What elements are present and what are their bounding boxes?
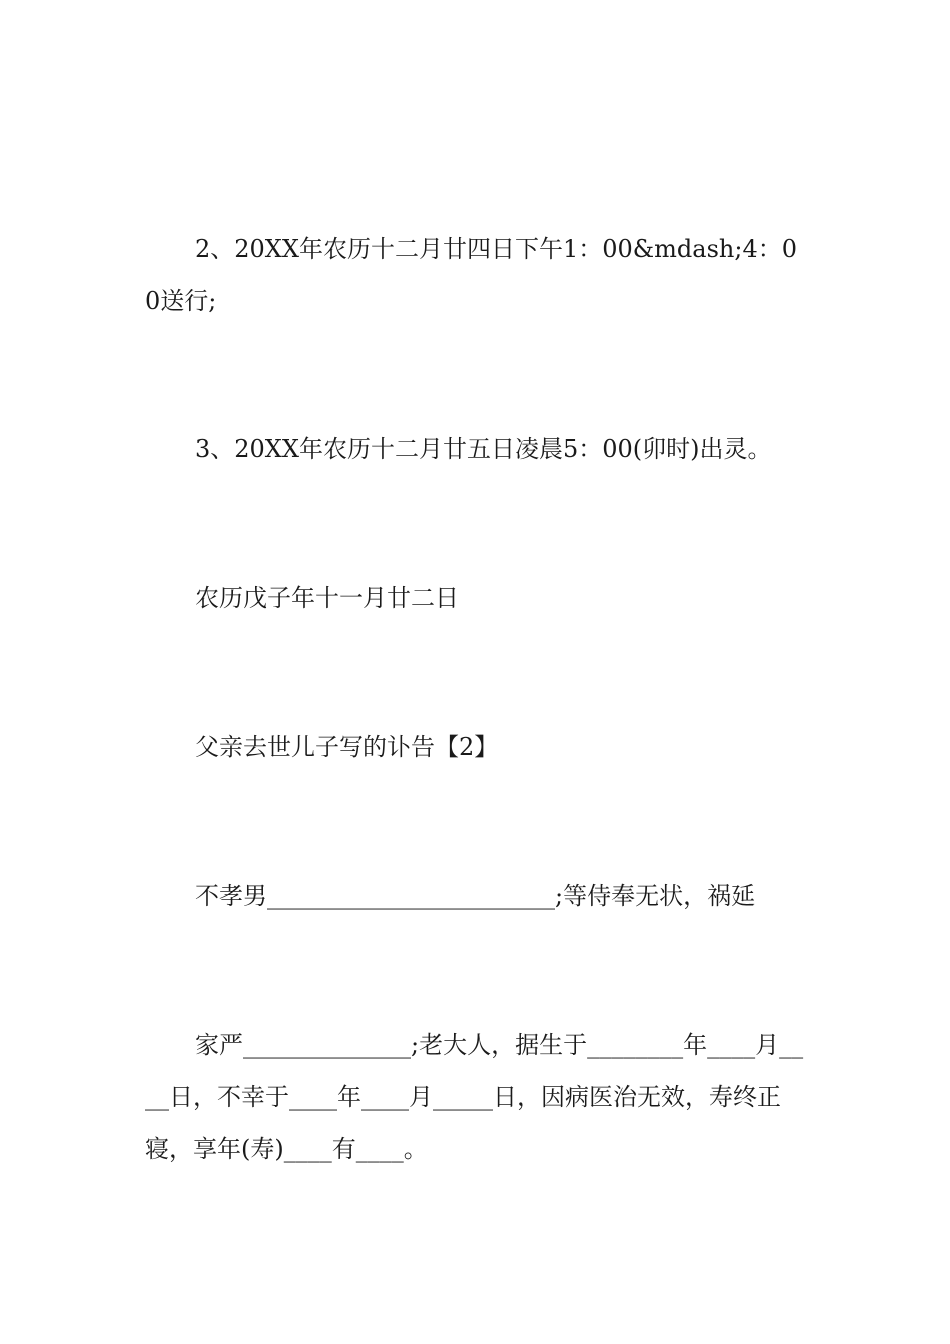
paragraph-schedule-funeral-procession: 3、20XX年农历十二月廿五日凌晨5：00(卯时)出灵。 — [195, 435, 772, 463]
section-heading: 父亲去世儿子写的讣告【2】 — [195, 733, 499, 761]
paragraph-obituary-details: 家严______________;老大人，据生于________年____月____日，不幸于____年____月_____日，因病医治无效，寿终正寝，享年(寿)____有____。 — [145, 1031, 804, 1163]
paragraph-obituary-opening: 不孝男________________________;等侍奉无状，祸延 — [195, 882, 756, 910]
paragraph-date-line: 农历戊子年十一月廿二日 — [195, 584, 459, 612]
paragraph-schedule-send-off: 2、20XX年农历十二月廿四日下午1：00&mdash;4：00送行; — [145, 235, 797, 315]
